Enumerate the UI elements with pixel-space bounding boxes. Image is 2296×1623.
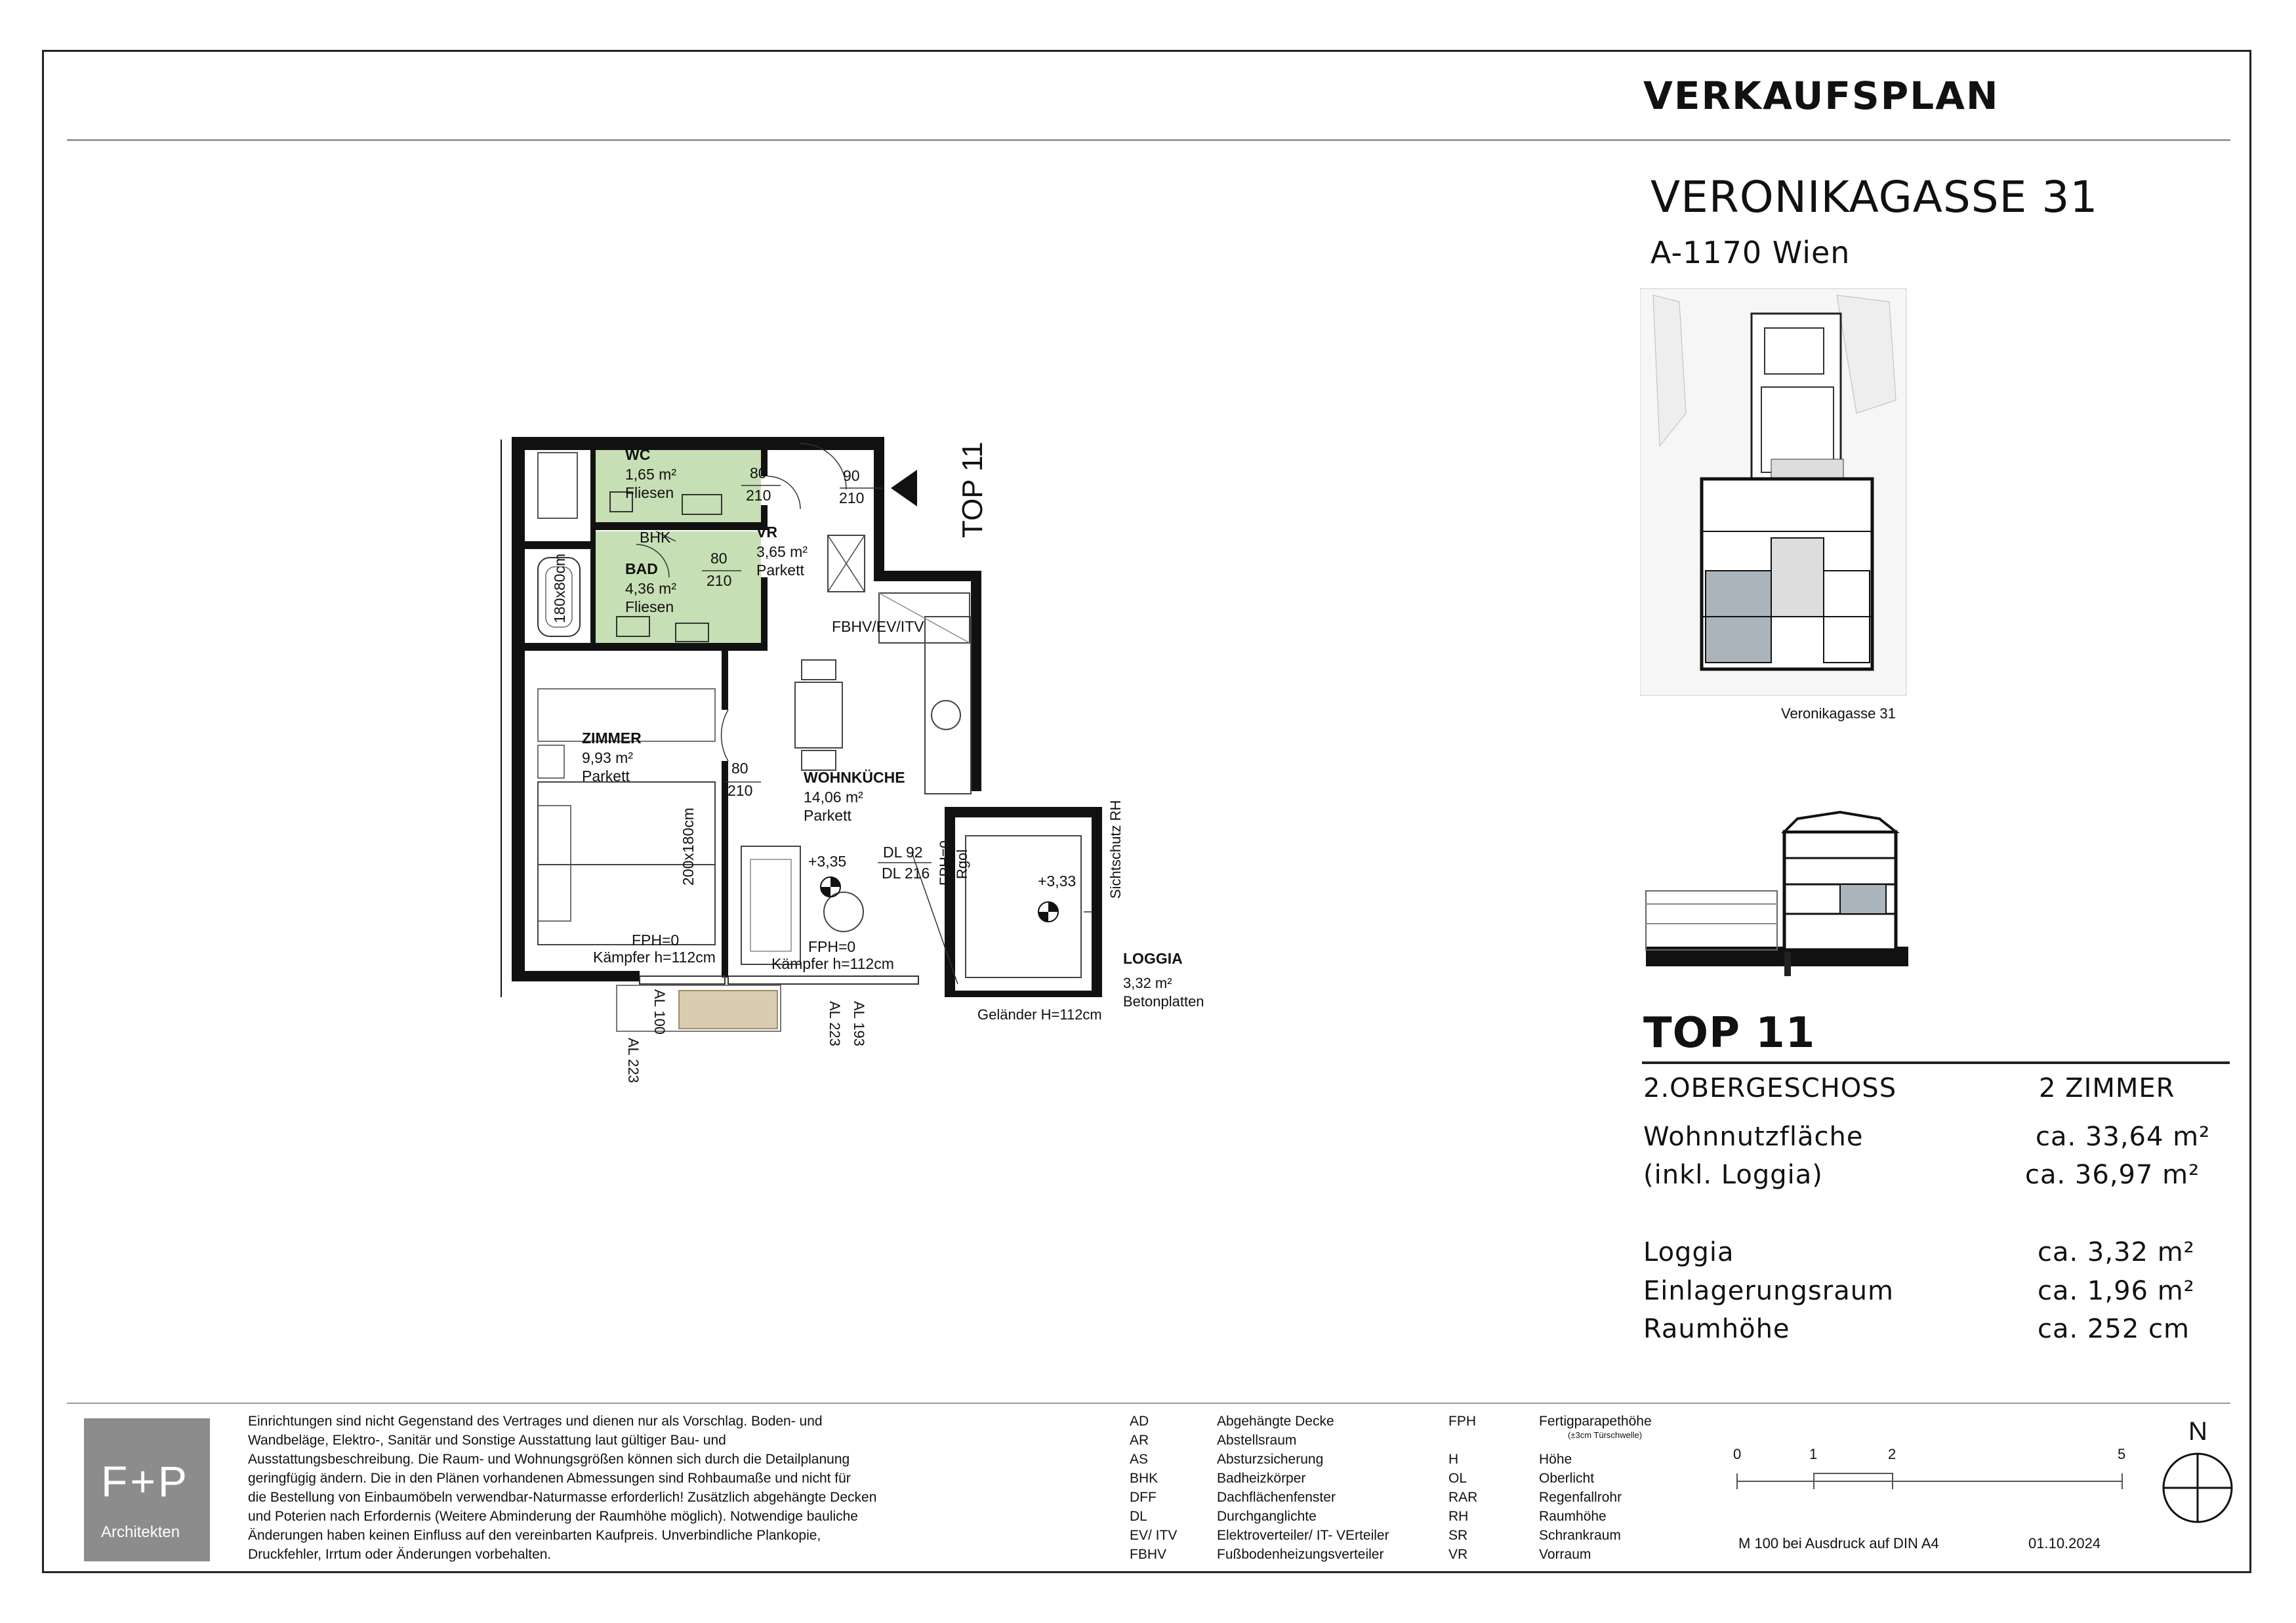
scale-tick-1: 1 — [1809, 1446, 1818, 1462]
legend-text: Höhe — [1539, 1452, 1572, 1467]
legend-text: Schrankraum — [1539, 1528, 1621, 1543]
scale-note: M 100 bei Ausdruck auf DIN A4 — [1738, 1535, 1939, 1551]
scale-tick-0: 0 — [1733, 1446, 1742, 1462]
bad-name: BAD — [625, 560, 658, 577]
scale-tick-2: 2 — [1888, 1446, 1896, 1462]
disclaimer-line: geringfügig ändern. Die in den Plänen vorhandenen Abmessungen sind Rohbaumaße und nicht für — [248, 1471, 851, 1486]
legend-abbr: H — [1448, 1452, 1459, 1467]
door3-w: 80 — [710, 550, 728, 567]
legend-text: Badheizkörper — [1217, 1471, 1306, 1486]
wc-floor: Fliesen — [625, 484, 674, 501]
north-arrow — [2160, 1417, 2238, 1529]
legend-text: Abstellsraum — [1217, 1433, 1297, 1448]
legend-abbr: AR — [1130, 1433, 1149, 1448]
kaempfer-2: Kämpfer h=112cm — [771, 955, 894, 972]
door4-w: 80 — [731, 760, 748, 777]
gelaender-label: Geländer H=112cm — [977, 1006, 1102, 1023]
row-label-loggia: Loggia — [1643, 1237, 1734, 1267]
legend-text: Oberlicht — [1539, 1471, 1595, 1486]
door1-h: 210 — [746, 487, 771, 504]
unit-rule — [1642, 1061, 2230, 1064]
bad-area-text: 4,36 m² — [625, 580, 676, 597]
legend-text: Fertigparapethöhe — [1539, 1414, 1652, 1429]
scale-bar-lines — [1732, 1467, 2125, 1493]
disclaimer-line: Einrichtungen sind nicht Gegenstand des Vertrages und dienen nur als Vorschlag. Boden- und — [248, 1414, 823, 1429]
legend-abbr: FPH — [1448, 1414, 1476, 1429]
door3-h: 210 — [707, 572, 732, 589]
zimmer-name: ZIMMER — [582, 729, 642, 747]
kueche-area: 14,06 m² — [804, 789, 863, 806]
legend-left-text — [1217, 1412, 1389, 1564]
legend-abbr: VR — [1448, 1547, 1468, 1562]
door1-w: 80 — [750, 464, 767, 482]
al-4: AL 193 — [851, 1001, 867, 1046]
address-city: A-1170 Wien — [1650, 235, 1851, 270]
legend-abbr: EV/ ITV — [1130, 1528, 1178, 1543]
legend-abbr: FBHV — [1130, 1547, 1167, 1562]
fph-note: (±3cm Türschwelle) — [1568, 1430, 1643, 1440]
logo-name: Architekten — [101, 1523, 180, 1541]
legend-text: Vorraum — [1539, 1547, 1591, 1562]
zimmer-floor: Parkett — [582, 768, 630, 785]
door2-h: 210 — [839, 489, 865, 506]
zimmer-area: 9,93 m² — [582, 749, 633, 766]
bad-area — [596, 531, 761, 644]
row-value-storage: ca. 1,96 m² — [2038, 1276, 2195, 1306]
legend-abbr: OL — [1448, 1471, 1467, 1486]
site-plan — [1640, 282, 1916, 722]
al-1: AL 223 — [625, 1038, 642, 1083]
unit-rooms: 2 ZIMMER — [2039, 1073, 2175, 1103]
legend-abbr: BHK — [1130, 1471, 1158, 1486]
legend-text: Abgehängte Decke — [1217, 1414, 1334, 1429]
footer-rule — [67, 1403, 2230, 1404]
legend-text: Durchganglichte — [1217, 1509, 1317, 1524]
bath-size: 180x80cm — [551, 553, 568, 623]
disclaimer — [248, 1412, 876, 1564]
legend-text: Raumhöhe — [1539, 1509, 1607, 1524]
level-2: +3,33 — [1038, 873, 1076, 890]
row-value-height: ca. 252 cm — [2038, 1314, 2190, 1344]
section-drawing-svg — [1643, 806, 1912, 983]
rgol-label: Rgol — [954, 849, 970, 879]
legend-text: Fußbodenheizungsverteiler — [1217, 1547, 1384, 1562]
wc-area — [596, 443, 761, 522]
fph-2: FPH=0 — [808, 938, 856, 955]
row-value-loggia-incl: ca. 36,97 m² — [2025, 1160, 2200, 1190]
legend-abbr: SR — [1448, 1528, 1468, 1543]
site-plan-drawing — [1640, 282, 1916, 715]
sichtschutz-label: Sichtschutz RH — [1107, 800, 1124, 899]
loggia-area: 3,32 m² — [1123, 975, 1172, 991]
fph-vertical: FPH=0 — [937, 840, 953, 886]
plan-date: 01.10.2024 — [2028, 1535, 2101, 1551]
legend-abbr: AD — [1130, 1414, 1149, 1429]
north-label: N — [2188, 1417, 2207, 1446]
wc-name: WC — [625, 446, 651, 463]
scale-bar — [1732, 1443, 2125, 1496]
unit-name: TOP 11 — [1643, 1009, 1816, 1058]
page-title: VERKAUFSPLAN — [1643, 73, 1999, 118]
floor-plan — [499, 426, 1233, 1083]
loggia-name: LOGGIA — [1123, 950, 1183, 967]
legend-abbr: DL — [1130, 1509, 1147, 1524]
wc-area-text: 1,65 m² — [625, 466, 676, 483]
door2-w: 90 — [843, 467, 860, 484]
legend-abbr: AS — [1130, 1452, 1149, 1467]
floor-plan-drawing — [499, 426, 1233, 1069]
disclaimer-line: und Poterien nach Erfordernis (Weitere Abminderung der Raumhöhe möglich). Notwendige bauliche — [248, 1509, 858, 1524]
fbhv-label: FBHV/EV/ITV — [832, 618, 924, 635]
legend-right-text — [1539, 1412, 1652, 1564]
disclaimer-line: Wandbeläge, Elektro-, Sanitär und Sonstige Ausstattung laut gültiger Bau- und — [248, 1433, 726, 1448]
legend-right-abbr — [1448, 1412, 1477, 1564]
legend-abbr: RAR — [1448, 1490, 1478, 1505]
header-rule — [67, 139, 2230, 141]
al-3: AL 223 — [827, 1001, 843, 1046]
kueche-floor: Parkett — [804, 807, 851, 824]
row-label-loggia-incl: (inkl. Loggia) — [1643, 1160, 1823, 1190]
logo — [84, 1418, 210, 1561]
legend-text: Absturzsicherung — [1217, 1452, 1324, 1467]
row-label-wnf: Wohnnutzfläche — [1643, 1122, 1864, 1152]
row-label-storage: Einlagerungsraum — [1643, 1276, 1895, 1306]
section-drawing — [1643, 806, 1912, 983]
bed-size: 200x180cm — [680, 808, 697, 886]
address-street: VERONIKAGASSE 31 — [1650, 172, 2099, 222]
legend-text: Dachflächenfenster — [1217, 1490, 1336, 1505]
legend-text: Elektroverteiler/ IT- VErteiler — [1217, 1528, 1389, 1543]
compass-icon — [2160, 1447, 2238, 1526]
al-2: AL 100 — [651, 989, 668, 1035]
level-1: +3,35 — [808, 853, 847, 870]
legend-abbr: DFF — [1130, 1490, 1157, 1505]
legend-left-abbr — [1130, 1412, 1177, 1564]
unit-floor: 2.OBERGESCHOSS — [1643, 1073, 1897, 1103]
fph-1: FPH=0 — [632, 932, 680, 949]
legend-text: Regenfallrohr — [1539, 1490, 1622, 1505]
door4-h: 210 — [728, 782, 753, 799]
scale-tick-5: 5 — [2118, 1446, 2126, 1462]
disclaimer-line: Ausstattungsbeschreibung. Die Raum- und Wohnungsgrößen können sich durch die Detailplanung — [248, 1452, 850, 1467]
row-value-wnf: ca. 33,64 m² — [2036, 1122, 2211, 1152]
disclaimer-line: Änderungen haben keinen Einfluss auf den vereinbarten Kaufpreis. Unverbindliche Plankopie, — [248, 1528, 821, 1543]
vr-name: VR — [756, 524, 777, 541]
vr-floor: Parkett — [756, 562, 804, 579]
dl-1: DL 92 — [883, 844, 923, 861]
logo-mark: F+P — [101, 1457, 190, 1506]
site-plan-caption: Veronikagasse 31 — [1781, 705, 1896, 722]
bad-floor: Fliesen — [625, 598, 674, 615]
vr-area: 3,65 m² — [756, 543, 808, 560]
row-value-loggia: ca. 3,32 m² — [2038, 1237, 2195, 1267]
disclaimer-line: die Bestellung von Einbaumöbeln verwendbar-Naturmasse erforderlich! Zusätzlich abgehängte Decken — [248, 1490, 877, 1505]
dl-2: DL 216 — [882, 865, 930, 882]
plan-top-label: TOP 11 — [956, 442, 989, 538]
kaempfer-1: Kämpfer h=112cm — [593, 949, 716, 966]
loggia-floor: Betonplatten — [1123, 993, 1204, 1010]
legend-abbr: RH — [1448, 1509, 1469, 1524]
disclaimer-line: Druckfehler, Irrtum oder Änderungen vorbehalten. — [248, 1547, 552, 1562]
bhk-label: BHK — [640, 529, 671, 546]
row-label-height: Raumhöhe — [1643, 1314, 1790, 1344]
kueche-name: WOHNKÜCHE — [804, 769, 905, 786]
